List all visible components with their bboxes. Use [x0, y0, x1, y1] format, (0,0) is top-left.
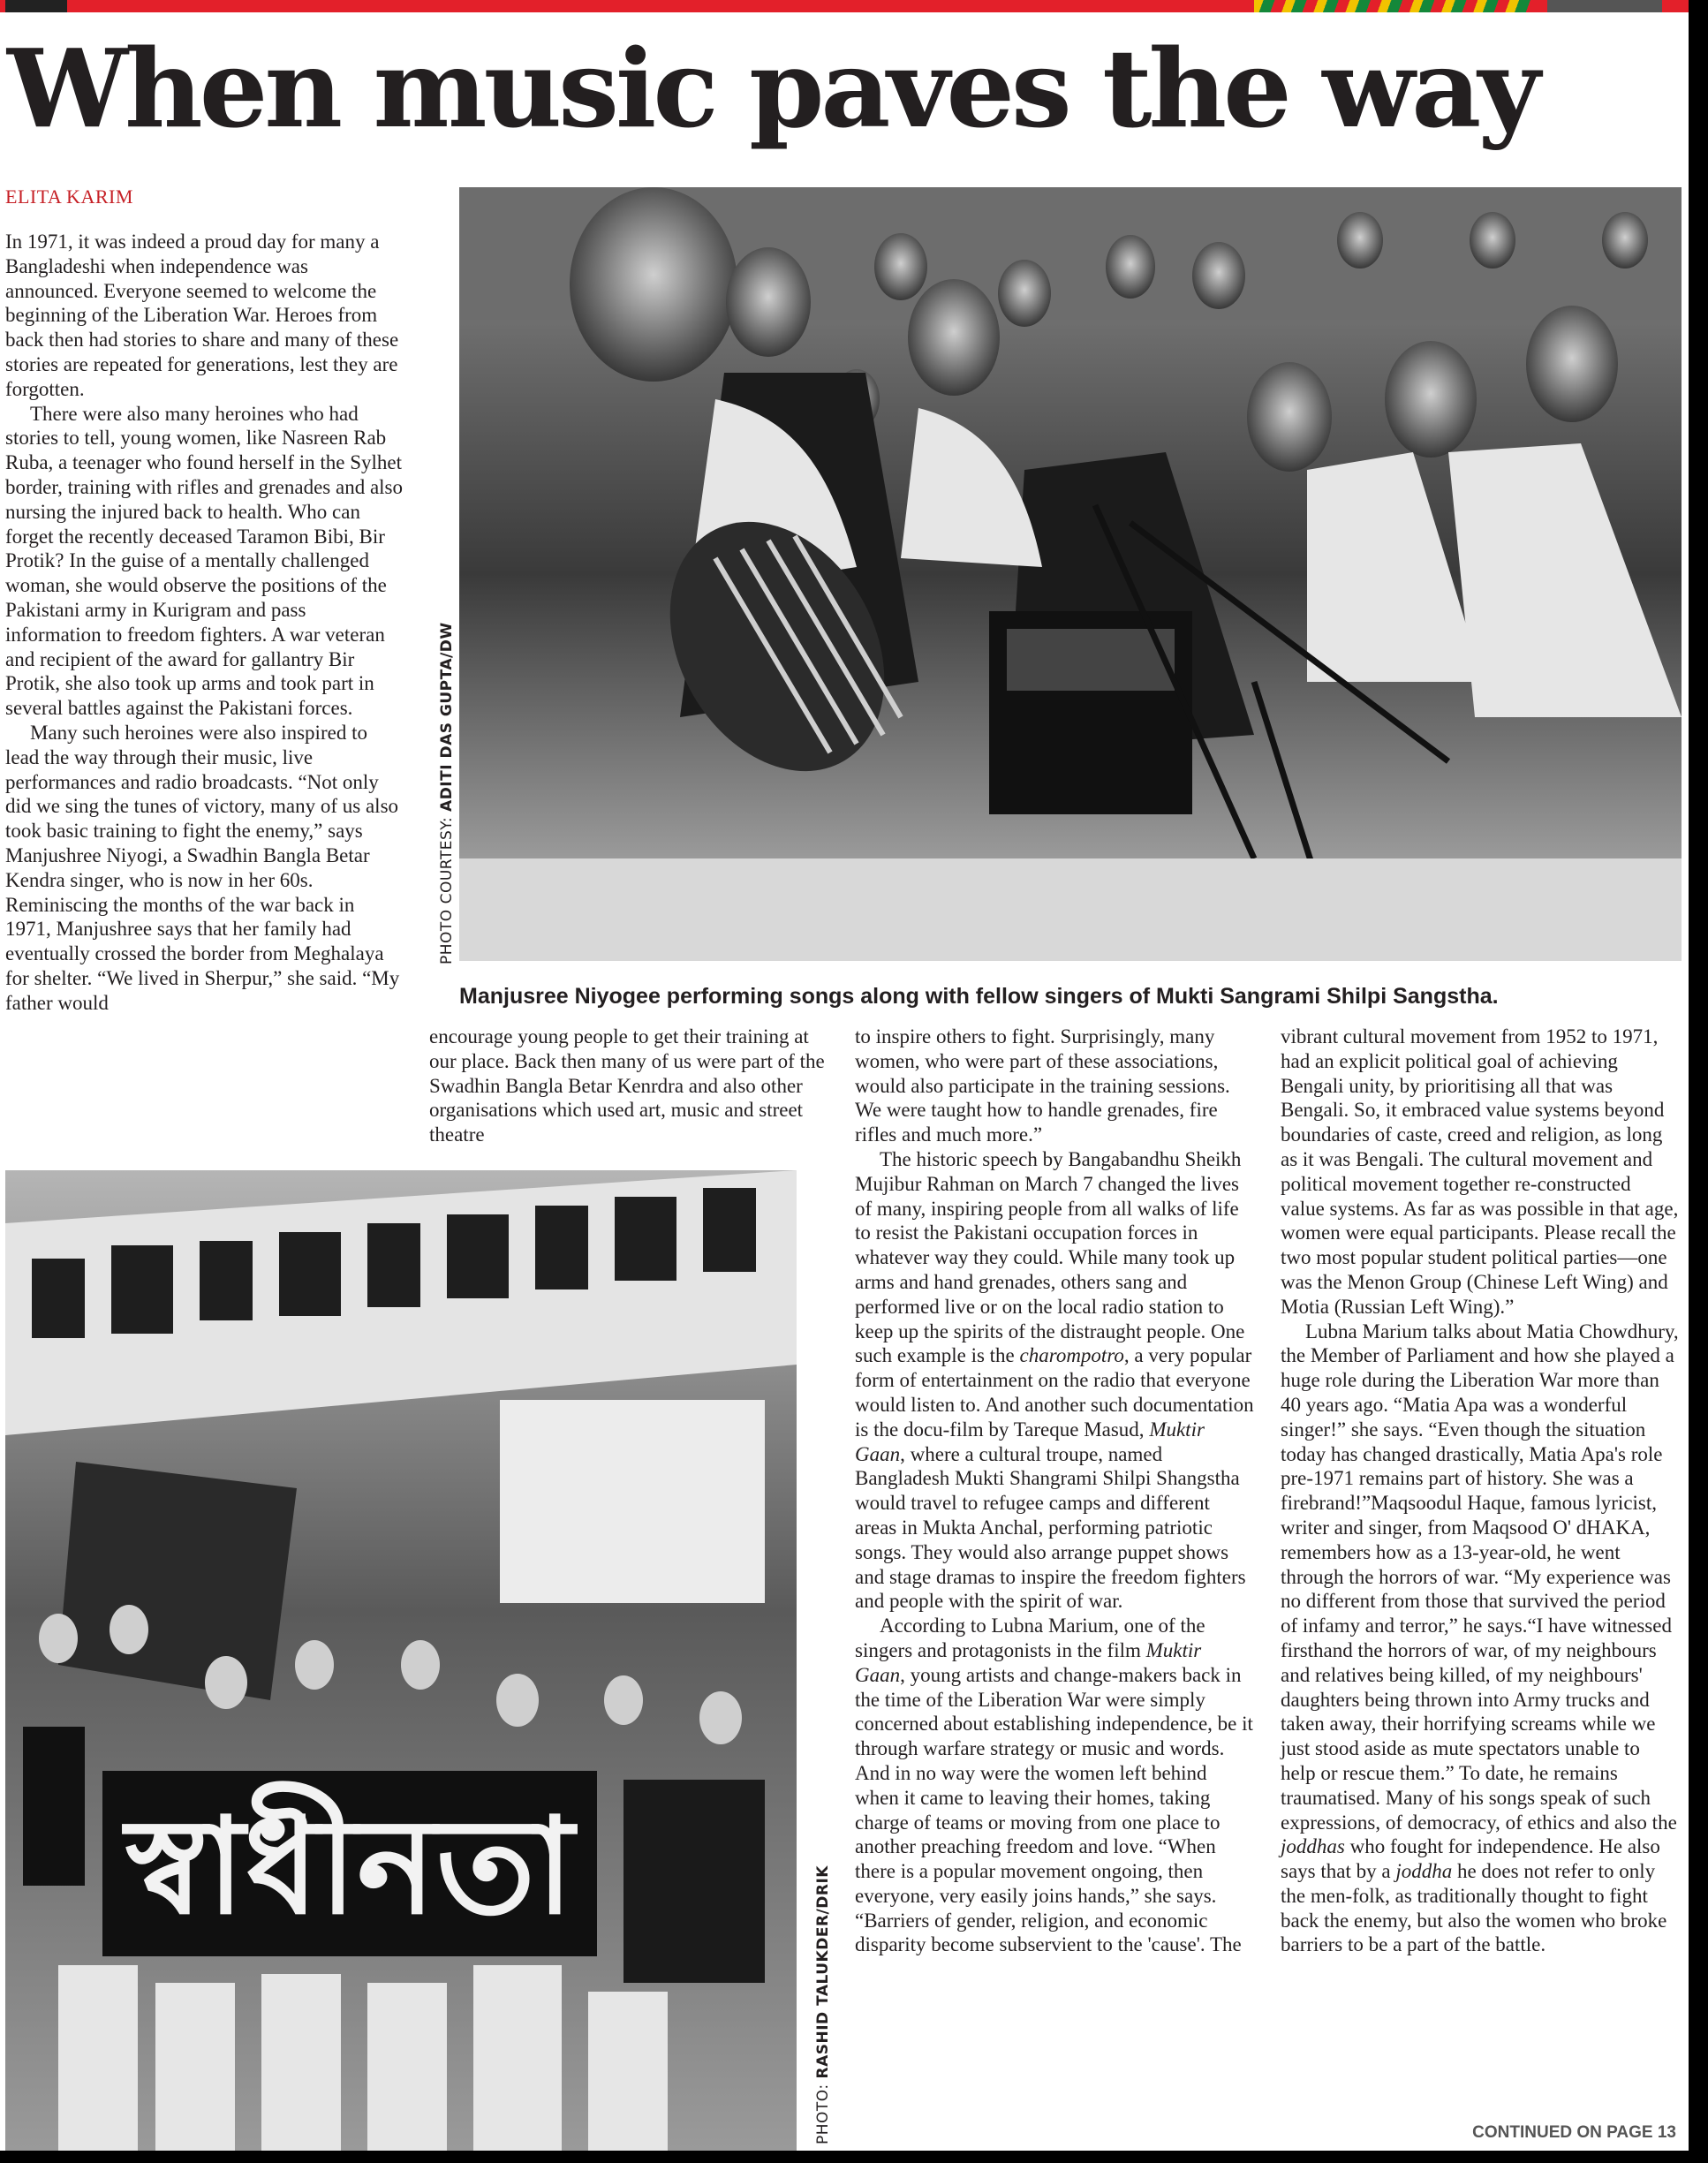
paragraph: In 1971, it was indeed a proud day for many a Bangladeshi when independence was announced. Everyone seemed to welcome the beginning of the Liberation War. Heroes from back then had stories to share and many of these stories are repeated for generations, lest they are forgotten. [5, 231, 399, 400]
italic-term: joddha [1395, 1860, 1453, 1883]
text-run: who fought for independence. He also says that by a [1281, 1835, 1660, 1883]
photo-procession [5, 1170, 797, 2151]
photo-singers [459, 187, 1682, 961]
photo-singers-image [459, 187, 1682, 961]
text-run: According to Lubna Marium, one of the singers and protagonists in the film [855, 1615, 1205, 1661]
banner-text: স্বাধীনতা [125, 1790, 574, 1944]
italic-term: charompotro [1019, 1344, 1124, 1367]
paragraph: There were also many heroines who had stories to tell, young women, like Nasreen Rab Ruba, a teenager who found herself in the Sylhet border, training with rifles and grenades and also nursing the injured back to health. Who can forget the recently deceased Taramon Bibi, Bir Protik? In the guise of a mentally challenged woman, she would observe the positions of the Pakistani army in Kurigram and pass information to freedom fighters. A war veteran and recipient of the award for gallantry Bir Protik, she also took up arms and took part in several battles against the Pakistani forces. [5, 402, 403, 720]
italic-title: Muktir Gaan [855, 1418, 1205, 1465]
page-number-block [5, 0, 67, 12]
header-band [0, 0, 1689, 12]
text-run: , a very popular form of entertainment on the radio that everyone would listen to. And another such documentation is the docu-film by Tareque Masud, [855, 1344, 1254, 1441]
italic-title: Muktir Gaan [855, 1638, 1202, 1686]
paragraph: Many such heroines were also inspired to lead the way through their music, live performances and radio broadcasts. “Not only did we sing the tunes of victory, many of us also took basic training to fight the enemy,” says Manjushree Niyogi, a Swadhin Bangla Betar Kendra singer, who is now in her 60s. Reminiscing the months of the war back in 1971, Manjushree says that her family had eventually crossed the border from Meghalaya for shelter. “We lived in Sherpur,” she said. “My father would [5, 721, 400, 1014]
text-run: Lubna Marium talks about Matia Chowdhury, the Member of Parliament and how she played a huge role during the Liberation War more than 40 years ago. “Matia Apa was a wonderful singer!” she says. “Even though the situation today has changed drastically, Matia Apa's role pre-1971 remains part of history. She was a firebrand!”Maqsoodul Haque, famous lyricist, writer and singer, from Maqsood O' dHAKA, remembers how as a 13-year-old, he went through the horrors of war. “My experience was no different from those that survived the period of infamy and terror,” he says.“I have witnessed firsthand the horrors of war, of my neighbours and relatives being killed, of my neighbours' daughters being thrown into Army trucks and taken away, their horrifying screams while we just stood aside as mute spectators unable to help or rescue them.” To date, he remains traumatised. Many of his songs speak of such expressions, of democracy, of ethics and also the [1281, 1320, 1679, 1834]
credit-prefix: PHOTO COURTESY: [438, 811, 456, 964]
photo-procession-credit [814, 1865, 832, 2144]
photo-procession-image [5, 1170, 797, 2151]
headline: When music paves the way [7, 25, 1538, 152]
credit-name: RASHID TALUKDER/DRIK [814, 1865, 832, 2079]
text-run: , where a cultural troupe, named Bangladesh Mukti Shangrami Shilpi Shangstha would travel to refugee camps and different areas in Mukta Anchal, performing patriotic songs. They would also arrange puppet shows and stage dramas to inspire the freedom fighters and people with the spirit of war. [855, 1442, 1246, 1613]
paragraph [855, 1147, 1254, 1614]
italic-term: joddhas [1281, 1835, 1345, 1858]
byline: ELITA KARIM [5, 185, 133, 208]
credit-prefix: PHOTO: [814, 2078, 832, 2144]
header-image-strip [1547, 0, 1662, 12]
paragraph: to inspire others to fight. Surprisingly, many women, who were part of these associations, would also participate in the training sessions. We were taught how to handle grenades, fire rifles and much more.” [855, 1025, 1230, 1146]
paragraph [1281, 1320, 1680, 1958]
continued-on-page[interactable]: CONTINUED ON PAGE 13 [1472, 2123, 1676, 2142]
text-run: The historic speech by Bangabandhu Sheikh Mujibur Rahman on March 7 changed the lives of many, inspiring people from all walks of life to resist the Pakistani occupation forces in whatever way they could. While many took up arms and hand grenades, others sang and performed live or on the local radio station to keep up the spirits of the distraught people. One such example is the [855, 1147, 1245, 1367]
paragraph: vibrant cultural movement from 1952 to 1971, had an explicit political goal of achieving Bengali unity, by prioritising all that was Bengali. So, it embraced value systems beyond boundaries of caste, creed and religion, as long as it was Bengali. The cultural movement and political movement together re-constructed value systems. As far as was possible in that age, women were equal participants. Please recall the two most popular student political parties—one was the Menon Group (Chinese Left Wing) and Motia (Russian Left Wing).” [1281, 1025, 1679, 1318]
article-column-1 [5, 230, 403, 1016]
article-column-4 [1281, 1025, 1680, 1957]
photo-singers-caption: Manjusree Niyogee performing songs along with fellow singers of Mukti Sangrami Shilpi Sangstha. [459, 984, 1499, 1009]
article-column-2 [429, 1025, 835, 1147]
paragraph: encourage young people to get their training at our place. Back then many of us were part of the Swadhin Bangla Betar Kenrdra and also other organisations which used art, music and street theatre [429, 1025, 825, 1146]
text-run: , young artists and change-makers back in the time of the Liberation War were simply concerned about establishing independence, be it through warfare strategy or music and words. And in no way were the women left behind when it came to leaving their homes, taking charge of teams or moving from one place to another preaching freedom and love. “When there is a popular movement ongoing, then everyone, very easily joins hands,” she says. “Barriers of gender, religion, and economic disparity become subservient to the 'cause'. The [855, 1663, 1253, 1956]
article-column-3 [855, 1025, 1254, 1957]
photo-singers-credit [438, 622, 456, 964]
credit-name: ADITI DAS GUPTA/DW [438, 622, 456, 812]
flag-stripe-decoration [1254, 0, 1537, 12]
text-run: he does not refer to only the men-folk, as traditionally thought to fight back the enemy, but also the women who broke barriers to be a part of the battle. [1281, 1860, 1667, 1956]
paragraph [855, 1614, 1254, 1957]
